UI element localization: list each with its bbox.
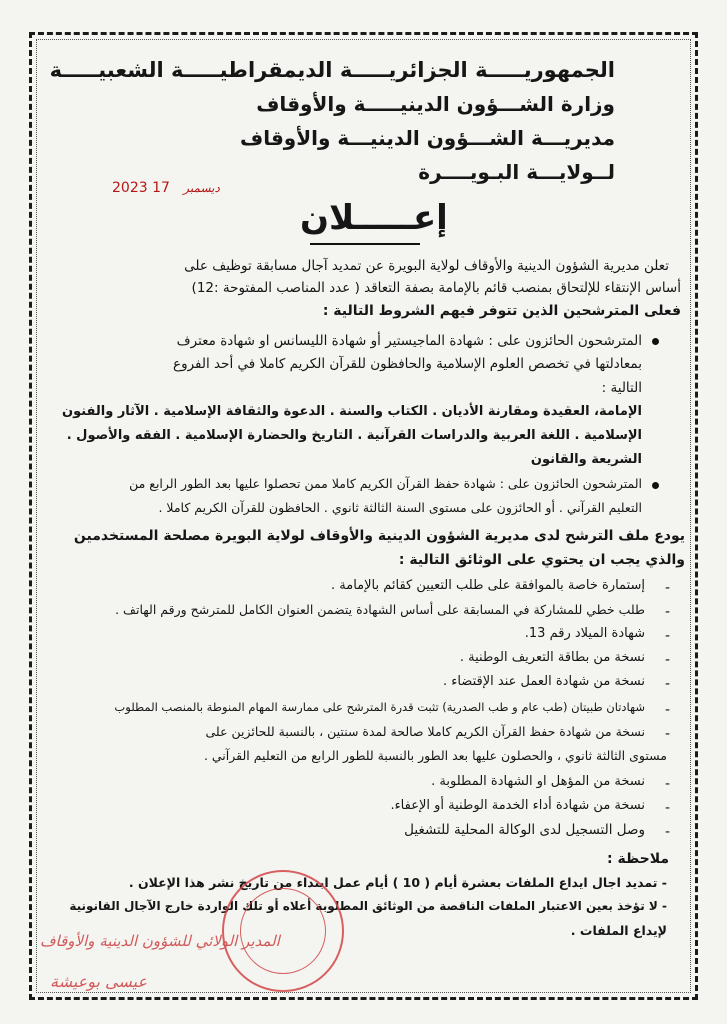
date-day: 17 [152, 180, 170, 196]
note-3: لإيداع الملفات . [570, 923, 667, 938]
dash-marker: - [665, 776, 671, 792]
document-item: شهادتان طبيتان (طب عام و طب الصدرية) تثبت قدرة المترشح على ممارسة المهام المنوطة بالمنصب المطلوب [114, 700, 645, 714]
dash-marker: - [665, 652, 671, 668]
wilaya-title: لــولايـــة البـويــــرة [418, 160, 615, 184]
document-item: إستمارة خاصة بالموافقة على طلب التعيين كقائم بالإمامة . [331, 578, 645, 593]
condition-2-line-1: المترشحون الحائزون على : شهادة حفظ القرآن الكريم كاملا ممن تحصلوا عليها بعد الطور الرابع من [129, 476, 642, 491]
directorate-title: مديريـــة الشـــؤون الدينيـــة والأوقاف [239, 126, 615, 150]
notes-heading: ملاحظة : [607, 851, 669, 867]
date-stamp [112, 180, 220, 196]
document-item: نسخة من شهادة العمل عند الإقتضاء . [442, 674, 645, 689]
dash-marker: - [665, 580, 671, 596]
dash-marker: - [665, 702, 671, 718]
intro-line-3: فعلى المترشحين الذين تتوفر فيهم الشروط التالية : [322, 303, 681, 319]
document-item: نسخة من شهادة أداء الخدمة الوطنية أو الإعفاء. [390, 798, 645, 813]
note-1: - تمديد اجال ايداع الملفات بعشرة أيام ( 10 ) أيام عمل ابتداء من تاريخ نشر هذا الإعلان . [128, 875, 667, 890]
condition-1-line-3: التالية : [601, 380, 642, 396]
signature-name: عيسى بوعيشة [50, 972, 148, 991]
document-item: نسخة من بطاقة التعريف الوطنية . [459, 650, 645, 665]
branches-line-2: الإسلامية . اللغة العربية والدراسات القرآنية . التاريخ والحضارة الإسلامية . الفقه والأصول . [66, 428, 642, 443]
republic-title: الجمهوريـــــة الجزائريـــــة الديمقراطيـــــة الشعبيـــــة [49, 58, 615, 82]
title-underline [310, 243, 420, 245]
bullet-icon [652, 338, 659, 345]
document-item: طلب خطي للمشاركة في المسابقة على أساس الشهادة يتضمن العنوان الكامل للمترشح ورقم الهاتف . [115, 602, 645, 617]
intro-line-1: تعلن مديرية الشؤون الدينية والأوقاف لولاية البويرة عن تمديد آجال مسابقة توظيف على [184, 258, 669, 274]
date-year: 2023 [112, 180, 148, 196]
signature-title: المدير الولائي للشؤون الدينية والأوقاف [40, 932, 280, 950]
dash-marker: - [665, 824, 671, 840]
condition-1-line-1: المترشحون الحائزون على : شهادة الماجيستير أو شهادة الليسانس او شهادة معترف [176, 333, 642, 349]
document-item: نسخة من شهادة حفظ القرآن الكريم كاملا صالحة لمدة سنتين ، بالنسبة للحائزين على [205, 724, 645, 739]
condition-2-line-2: التعليم القرآني . أو الحائزون على مستوى السنة الثالثة ثانوي . الحافظون للقرآن الكريم كاملا . [158, 500, 642, 515]
dash-marker: - [665, 628, 671, 644]
note-2: - لا تؤخذ بعين الاعتبار الملفات الناقصة من الوثائق المطلوبة أعلاه أو تلك الواردة خارج الآجال القانونية [69, 899, 667, 913]
document-item: نسخة من المؤهل او الشهادة المطلوبة . [431, 774, 645, 789]
document-item-continued: مستوى الثالثة ثانوي ، والحصلون عليها بعد الطور بالنسبة للطور الرابع من التعليم القرآني . [203, 748, 667, 763]
ministry-title: وزارة الشـــؤون الدينيـــــة والأوقاف [256, 92, 615, 116]
official-stamp [222, 870, 344, 992]
document-item: وصل التسجيل لدى الوكالة المحلية للتشغيل [404, 822, 645, 838]
dash-marker: - [665, 800, 671, 816]
announcement-title: إعـــــلان [300, 198, 448, 238]
bullet-icon [652, 482, 659, 489]
condition-1-line-2: بمعادلتها في تخصص العلوم الإسلامية والحافظون للقرآن الكريم كاملا في أحد الفروع [173, 356, 642, 372]
date-month: ديسمبر [183, 181, 220, 195]
dash-marker: - [665, 604, 671, 620]
branches-line-3: الشريعة والقانون [530, 452, 642, 467]
intro-line-2: أساس الإنتقاء للإلتحاق بمنصب قائم بالإمامة بصفة التعاقد ( عدد المناصب المفتوحة :12) [191, 280, 681, 296]
dash-marker: - [665, 676, 671, 692]
document-item: شهادة الميلاد رقم 13. [524, 626, 645, 641]
dash-marker: - [665, 726, 671, 742]
deposit-line-1: يودع ملف الترشح لدى مديرية الشؤون الدينية والأوقاف لولاية البويرة مصلحة المستخدمين [73, 528, 685, 544]
branches-line-1: الإمامة، العقيدة ومقارنة الأديان . الكتاب والسنة . الدعوة والثقافة الإسلامية . الآثار والفنون [61, 404, 642, 419]
deposit-line-2: والذي يجب ان يحتوي على الوثائق التالية : [398, 552, 685, 568]
